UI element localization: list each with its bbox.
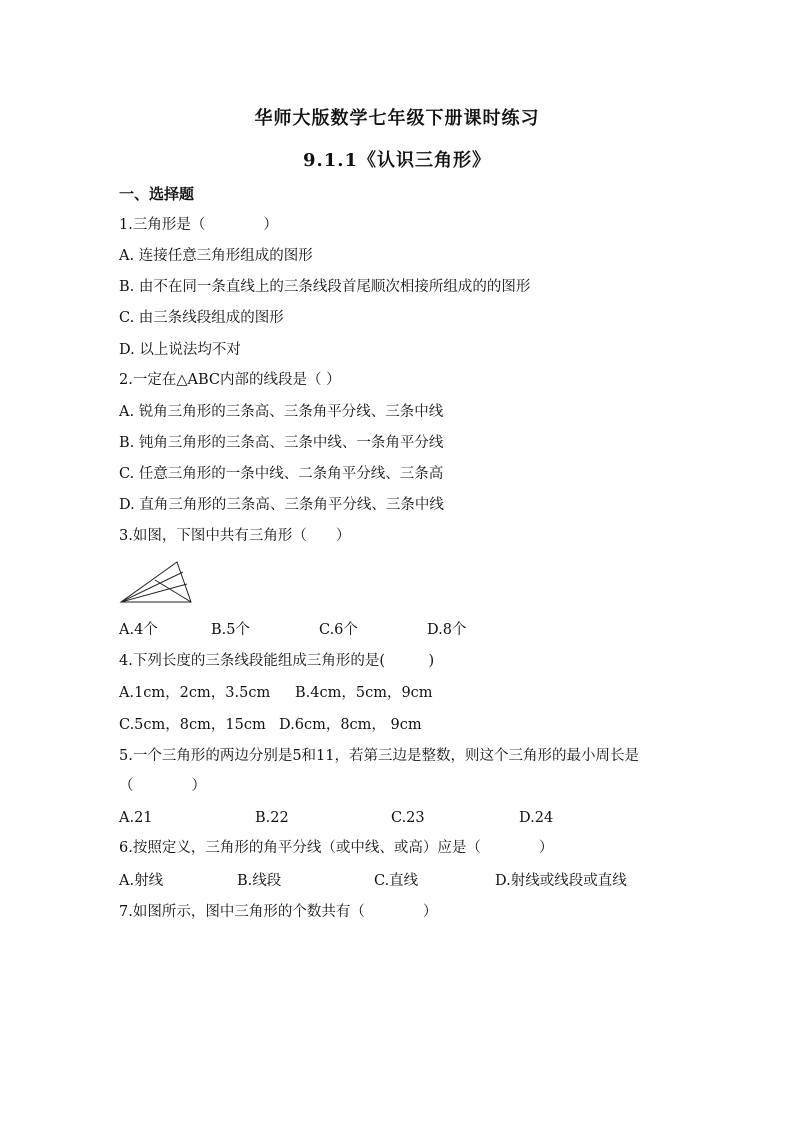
- q4-option-d: D.6cm，8cm， 9cm: [279, 717, 422, 733]
- figure-segment-2: [121, 572, 183, 602]
- doc-title: 华师大版数学七年级下册课时练习: [254, 108, 540, 129]
- q1-option-a: A. 连接任意三角形组成的图形: [119, 248, 313, 264]
- question-5: 5.一个三角形的两边分别是5和11，若第三边是整数，则这个三角形的最小周长是: [119, 748, 640, 764]
- q3-option-a: A.4个: [119, 622, 158, 638]
- q3-options-row: [119, 620, 719, 640]
- q6-options-row: [119, 871, 719, 891]
- question-3: 3.如图，下图中共有三角形（ ）: [119, 528, 351, 544]
- q5-options-row: [119, 808, 719, 828]
- q3-option-d: D.8个: [427, 622, 467, 638]
- q4-option-c: C.5cm，8cm，15cm: [119, 717, 266, 733]
- q6-option-b: B.线段: [237, 873, 282, 889]
- question-6: 6.按照定义，三角形的角平分线（或中线、或高）应是（ ）: [119, 840, 554, 856]
- q4-option-b: B.4cm，5cm，9cm: [295, 685, 433, 701]
- q5-option-a: A.21: [119, 810, 153, 826]
- question-4: 4.下列长度的三条线段能组成三角形的是( ): [119, 653, 435, 669]
- q3-option-c: C.6个: [319, 622, 358, 638]
- q6-option-a: A.射线: [119, 873, 164, 889]
- q4-options-row-1: [119, 683, 719, 703]
- q1-option-b: B. 由不在同一条直线上的三条线段首尾顺次相接所组成的的图形: [119, 279, 531, 295]
- q1-option-d: D. 以上说法均不对: [119, 342, 241, 358]
- question-1: 1.三角形是（ ）: [119, 217, 278, 233]
- q1-option-c: C. 由三条线段组成的图形: [119, 310, 284, 326]
- doc-subtitle: 9.1.1《认识三角形》: [302, 150, 492, 171]
- question-2: 2.一定在△ABC内部的线段是（ ）: [119, 372, 341, 388]
- q2-option-a: A. 锐角三角形的三条高、三条角平分线、三条中线: [119, 404, 444, 420]
- q5-option-d: D.24: [519, 810, 554, 826]
- q4-option-a: A.1cm，2cm，3.5cm: [119, 685, 271, 701]
- q5-option-b: B.22: [255, 810, 289, 826]
- question-5-blank: （ ）: [119, 778, 206, 794]
- q2-option-d: D. 直角三角形的三条高、三条角平分线、三条中线: [119, 497, 444, 513]
- q3-option-b: B.5个: [211, 622, 250, 638]
- question-7: 7.如图所示，图中三角形的个数共有（ ）: [119, 904, 438, 920]
- triangle-figure: [119, 558, 195, 606]
- q5-option-c: C.23: [391, 810, 425, 826]
- q2-option-b: B. 钝角三角形的三条高、三条中线、一条角平分线: [119, 435, 444, 451]
- section-heading: 一、选择题: [119, 185, 195, 203]
- q6-option-d: D.射线或线段或直线: [495, 873, 627, 889]
- q6-option-c: C.直线: [374, 873, 419, 889]
- q4-options-row-2: [119, 715, 719, 735]
- q2-option-c: C. 任意三角形的一条中线、二条角平分线、三条高: [119, 466, 444, 482]
